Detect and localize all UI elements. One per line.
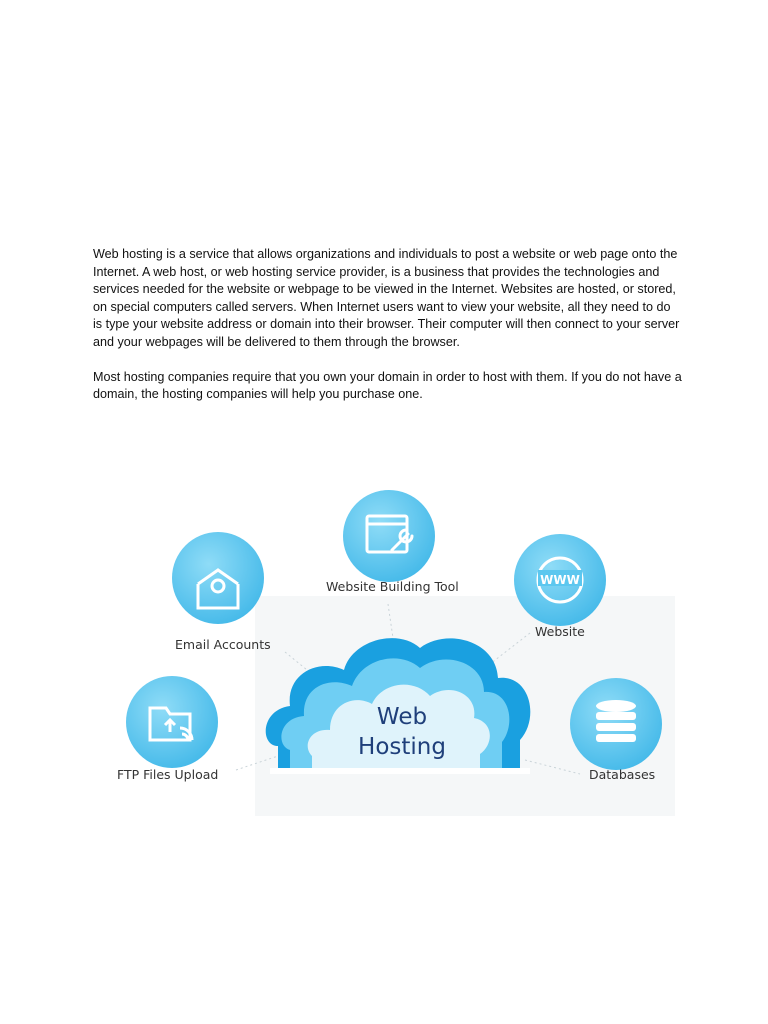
document-body <box>93 246 683 421</box>
paragraph-2: Most hosting companies require that you own your domain in order to host with them. If you do not have a domain, the hosting companies will help you purchase one. <box>93 369 682 401</box>
cloud-title-line-2: Hosting <box>358 734 446 760</box>
cloud-title-line-1: Web <box>376 704 428 730</box>
ftp-files-upload-label: FTP Files Upload <box>117 767 219 782</box>
website-building-tool-label: Website Building Tool <box>326 579 459 594</box>
website-label: Website <box>535 624 585 639</box>
ftp-files-upload-node <box>126 676 218 768</box>
web-hosting-diagram <box>100 478 680 818</box>
email-accounts-label: Email Accounts <box>175 637 271 652</box>
svg-text:WWW: WWW <box>540 573 580 587</box>
website-building-tool-node <box>343 490 435 582</box>
paragraph-1: Web hosting is a service that allows organizations and individuals to post a website or web page onto the Internet. A web host, or web hosting service provider, is a business that provides the technologies and services needed for the website or webpage to be viewed in the Internet. Websites are hosted, or stored, on special computers called servers. When Internet users want to view your website, all they need to do is type your website address or domain into their browser. Their computer will then connect to your server and your webpages will be delivered to them through the browser. <box>93 247 680 349</box>
email-accounts-node <box>172 532 264 624</box>
databases-node <box>570 678 662 770</box>
databases-label: Databases <box>589 767 656 782</box>
website-node <box>514 534 606 626</box>
